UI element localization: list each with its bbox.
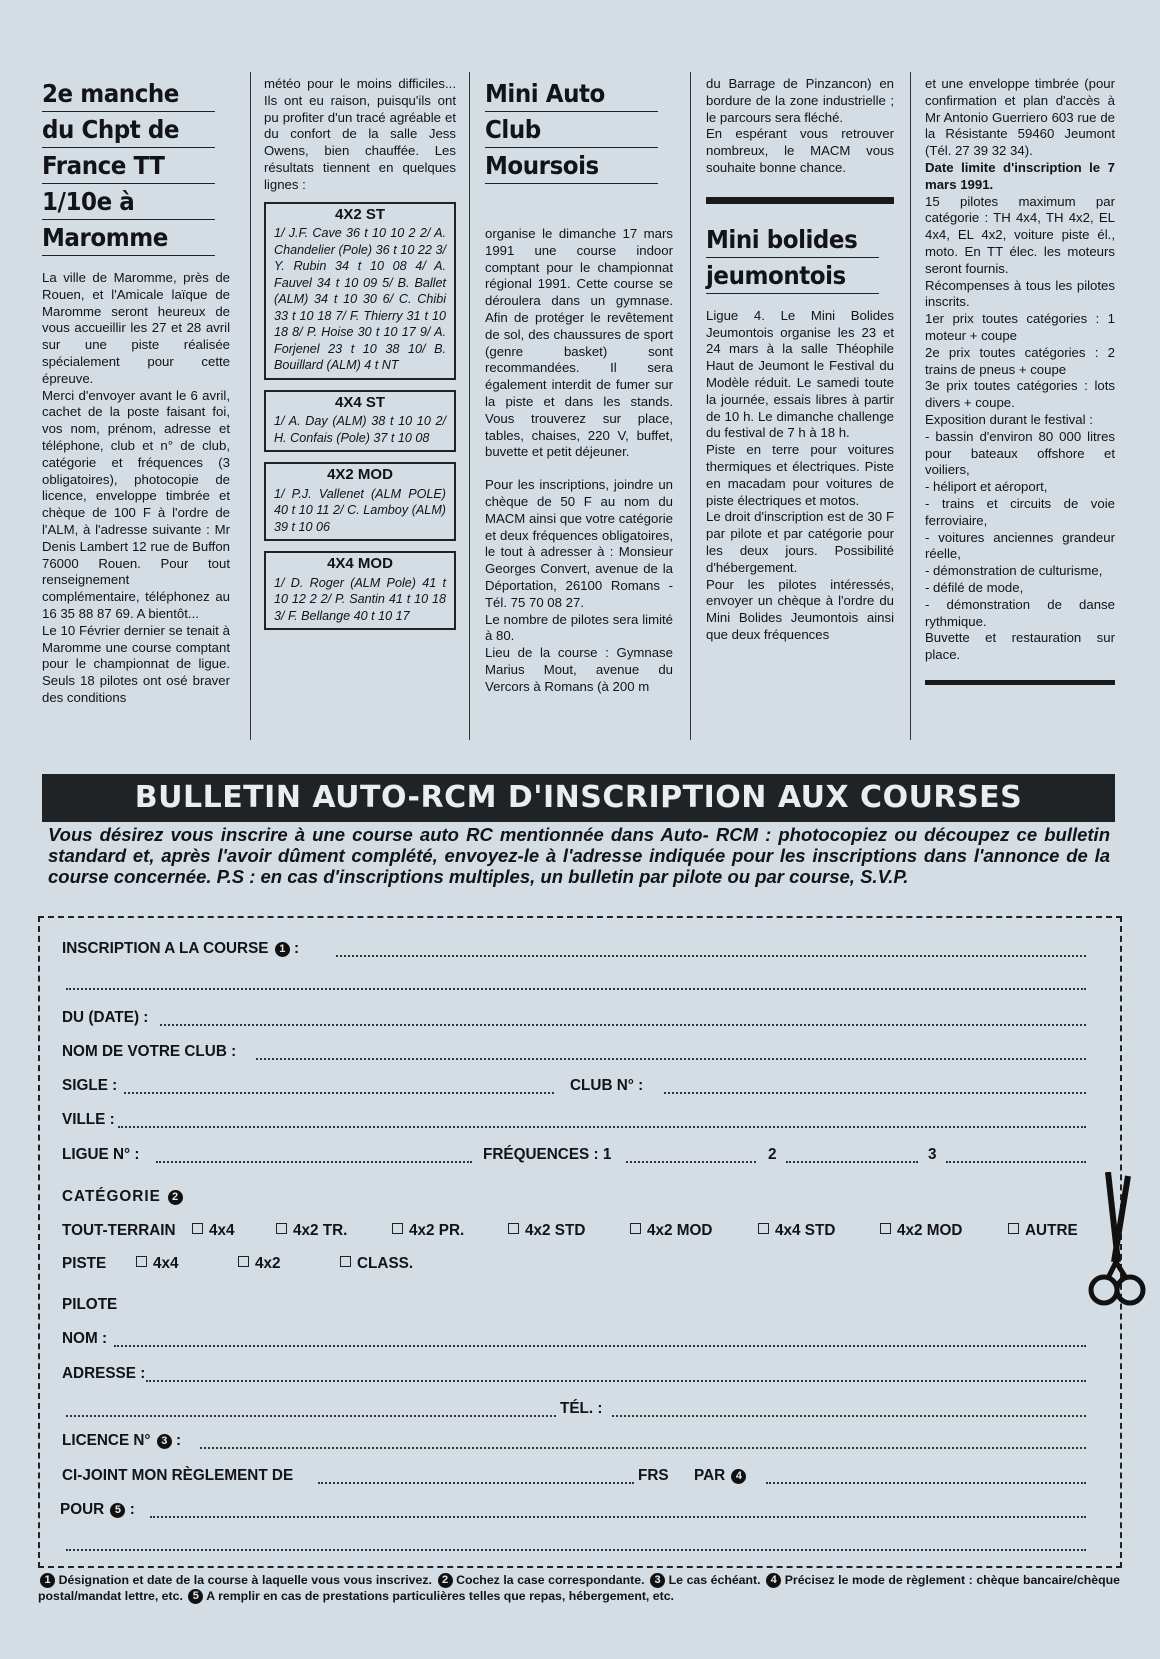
tel-label: TÉL. : <box>560 1400 603 1417</box>
article-paragraph: Pour les inscriptions, joindre un chèque de 50 F au nom du MACM ainsi que votre catégorie et deux fréquences obligatoires, le tout à adresser à : Monsieur Georges Convert, avenue de la Déportation, 26100 Romans - Tél. 75 70 08 27. <box>485 477 673 610</box>
frequence-3-label: 3 <box>928 1146 937 1163</box>
results-text: 1/ A. Day (ALM) 38 t 10 10 2/ H. Confais (Pole) 37 t 10 08 <box>274 414 446 445</box>
checkbox-icon <box>136 1256 147 1267</box>
article-paragraph: et une enveloppe timbrée (pour confirmation et plan d'accès à Mr Antonio Guerriero 603 rue de la Résistante 59460 Jeumont (Tél. 27 39 32 34). <box>925 76 1115 159</box>
checkbox-tt-4x4[interactable]: 4x4 <box>192 1222 235 1240</box>
results-text: 1/ P.J. Vallenet (ALM POLE) 40 t 10 11 2/ C. Lamboy (ALM) 39 t 10 06 <box>274 486 446 534</box>
checkbox-tt-4x2-mod-2[interactable]: 4x2 MOD <box>880 1222 962 1240</box>
article-paragraph: Ligue 4. Le Mini Bolides Jeumontois organise les 23 et 24 mars à la salle Théophile Haut de Jeumont le Festival du Modèle réduit. Le samedi toute la journée, essais libres à partir de 10 h. Le dimanche challenge du festival de 7 h à 18 h. <box>706 307 894 441</box>
article-paragraph: Le droit d'inscription est de 30 F par pilote et par catégorie pour les deux jours. Possibilité d'hébergement. <box>706 509 894 575</box>
checkbox-icon <box>340 1256 351 1267</box>
checkbox-icon <box>1008 1223 1019 1234</box>
article-paragraph: organise le dimanche 17 mars 1991 une course indoor comptant pour le championnat régional 1991. Cette course se déroulera dans un gymnase. Afin de protéger le revêtement de sol, des chaussures de sport (genre basket) sont recommandées. Il sera également interdit de fumer sur la piste et dans les stands. Vous trouverez sur place, tables, chaises, 220 V, buffet, buvette et petit déjeuner. <box>485 226 673 460</box>
categorie-label: CATÉGORIE 2 <box>62 1188 183 1206</box>
article-paragraph: - voitures anciennes grandeur réelle, <box>925 529 1115 562</box>
article-paragraph: 15 pilotes maximum par catégorie : TH 4x4, TH 4x2, EL 4x4, EL 4x2, voiture piste él., moto. En TT élec. les moteurs seront fournis. <box>925 193 1115 276</box>
frequence-2-label: 2 <box>768 1146 777 1163</box>
date-field[interactable] <box>160 1024 1086 1026</box>
article-paragraph: - défilé de mode, <box>925 579 1024 595</box>
date-label: DU (DATE) : <box>62 1009 149 1026</box>
results-column <box>264 76 456 640</box>
checkbox-piste-4x2[interactable]: 4x2 <box>238 1255 281 1273</box>
course-field-line2[interactable] <box>66 988 1086 990</box>
article-maromme <box>42 76 230 707</box>
article-bolides-title: Mini bolides jeumontois <box>706 222 894 294</box>
article-paragraph: - trains et circuits de voie ferroviaire, <box>925 495 1115 528</box>
sigle-field[interactable] <box>124 1092 554 1094</box>
checkbox-piste-4x4[interactable]: 4x4 <box>136 1255 179 1273</box>
ville-label: VILLE : <box>62 1111 115 1128</box>
results-title: 4X4 MOD <box>327 555 393 573</box>
inscription-label: INSCRIPTION A LA COURSE 1 : <box>62 940 300 957</box>
checkbox-tt-4x2-mod[interactable]: 4x2 MOD <box>630 1222 712 1240</box>
article-mini-bolides-cont <box>925 76 1115 685</box>
ligue-field[interactable] <box>156 1161 472 1163</box>
checkbox-icon <box>238 1256 249 1267</box>
note-marker: 3 <box>650 1573 665 1588</box>
article-paragraph: 2e prix toutes catégories : 2 trains de pneus + coupe <box>925 344 1115 377</box>
note-marker: 2 <box>168 1190 183 1205</box>
checkbox-icon <box>276 1223 287 1234</box>
results-text: 1/ J.F. Cave 36 t 10 10 2 2/ A. Chandelier (Pole) 36 t 10 22 3/ Y. Rubin 34 t 10 08 4/ A. Fauvel 34 t 10 09 5/ B. Ballet (ALM) 34 t 10 30 6/ C. Chibi 33 t 10 18 7/ F. Thierry 31 t 10 18 8/ P. Hoise 30 t 10 17 9/ A. Forjenel 23 t 10 38 10/ B. Bouillard (ALM) 4 t NT <box>274 226 446 373</box>
article-paragraph: Piste en terre pour voitures thermiques et électriques. Piste en macadam pour voitures de piste électriques et motos. <box>706 442 894 508</box>
article-paragraph: En espérant vous retrouver nombreux, le MACM vous souhaite bonne chance. <box>706 126 894 175</box>
section-divider <box>925 680 1115 685</box>
nom-label: NOM : <box>62 1330 108 1347</box>
checkbox-tt-4x4-std[interactable]: 4x4 STD <box>758 1222 835 1240</box>
results-title: 4X2 MOD <box>327 466 393 484</box>
checkbox-piste-class[interactable]: CLASS. <box>340 1255 413 1273</box>
pour-field[interactable] <box>150 1516 1086 1518</box>
note-marker: 1 <box>275 942 290 957</box>
sigle-label: SIGLE : <box>62 1077 118 1094</box>
article-paragraph: La ville de Maromme, près de Rouen, et l'Amicale laïque de Maromme seront heureux de vous accueillir les 27 et 28 avril sur une piste réalisée spécialement pour cette épreuve. <box>42 270 230 386</box>
results-title: 4X4 ST <box>334 393 386 411</box>
tout-terrain-label: TOUT-TERRAIN <box>62 1222 176 1239</box>
frequence-3-field[interactable] <box>946 1161 1086 1163</box>
footnotes: 1 Désignation et date de la course à laquelle vous vous inscrivez. 2 Cochez la case correspondante. 3 Le cas échéant. 4 Précisez le mode de règlement : chèque bancaire/chèque postal/mandat lettre, etc. 5 A remplir en cas de prestations particulières telles que repas, hébergement, etc. <box>38 1573 1120 1603</box>
note-marker: 2 <box>438 1573 453 1588</box>
frequences-label: FRÉQUENCES : 1 <box>483 1146 612 1163</box>
results-text: 1/ D. Roger (ALM Pole) 41 t 10 12 2 2/ P. Santin 41 t 10 18 3/ F. Bellange 40 t 10 17 <box>274 575 446 623</box>
checkbox-tt-4x2-std[interactable]: 4x2 STD <box>508 1222 585 1240</box>
article-paragraph: Pour les pilotes intéressés, envoyer un chèque à l'ordre du Mini Bolides Jeumontois ainsi que deux fréquences <box>706 576 894 642</box>
reglement-field[interactable] <box>318 1482 634 1484</box>
adresse-field[interactable] <box>146 1380 1086 1382</box>
frequence-2-field[interactable] <box>786 1161 918 1163</box>
results-box <box>264 462 456 541</box>
club-no-label: CLUB N° : <box>570 1077 644 1094</box>
club-name-label: NOM DE VOTRE CLUB : <box>62 1043 237 1060</box>
checkbox-icon <box>508 1223 519 1234</box>
note-marker: 4 <box>731 1469 746 1484</box>
reglement-label: CI-JOINT MON RÈGLEMENT DE <box>62 1467 294 1484</box>
nom-field[interactable] <box>114 1345 1086 1347</box>
results-title: 4X2 ST <box>334 205 386 223</box>
article-paragraph: Récompenses à tous les pilotes inscrits. <box>925 277 1115 310</box>
par-label: PAR 4 <box>694 1467 746 1485</box>
frs-label: FRS <box>638 1467 669 1484</box>
adresse-field-line2[interactable] <box>66 1415 556 1417</box>
ligue-label: LIGUE N° : <box>62 1146 140 1163</box>
note-marker: 5 <box>110 1503 125 1518</box>
results-box <box>264 390 456 453</box>
article-paragraph: du Barrage de Pinzancon) en bordure de la zone industrielle ; le parcours sera fléché. <box>706 76 894 125</box>
article-paragraph: 1er prix toutes catégories : 1 moteur + coupe <box>925 311 1115 343</box>
article-paragraph: - démonstration de culturisme, <box>925 563 1103 579</box>
article-paragraph: météo pour le moins difficiles... Ils ont eu raison, puisqu'ils ont pu profiter d'un tracé agréable et du confort de la salle Jess Owens, bien chauffée. Les résultats tiennent en quelques lignes : <box>264 76 456 192</box>
checkbox-icon <box>392 1223 403 1234</box>
checkbox-tt-4x2-pr[interactable]: 4x2 PR. <box>392 1222 464 1240</box>
bulletin-banner: BULLETIN AUTO-RCM D'INSCRIPTION AUX COURSES <box>42 774 1115 822</box>
article-paragraph: Lieu de la course : Gymnase Marius Mout, avenue du Vercors à Romans (à 200 m <box>485 645 673 694</box>
licence-field[interactable] <box>200 1447 1086 1449</box>
article-macm-title: Mini Auto Club Moursois <box>485 76 673 184</box>
article-paragraph: - héliport et aéroport, <box>925 479 1048 495</box>
article-paragraph: Le 10 Février dernier se tenait à Maromme une course comptant pour le championnat de ligue. Seuls 18 pilotes ont osé braver des conditions <box>42 622 230 705</box>
article-paragraph: Le nombre de pilotes sera limité à 80. <box>485 611 673 644</box>
pour-label: POUR 5 : <box>60 1501 135 1518</box>
results-box <box>264 202 456 380</box>
article-paragraph: 3e prix toutes catégories : lots divers + coupe. <box>925 378 1115 411</box>
course-field[interactable] <box>336 955 1086 957</box>
note-marker: 1 <box>40 1573 55 1588</box>
article-paragraph: - démonstration de danse rythmique. <box>925 596 1115 629</box>
ville-field[interactable] <box>118 1126 1086 1128</box>
checkbox-icon <box>630 1223 641 1234</box>
checkbox-tt-4x2-tr[interactable]: 4x2 TR. <box>276 1222 347 1240</box>
scissors-icon <box>1086 1172 1146 1322</box>
article-paragraph: Buvette et restauration sur place. <box>925 630 1115 663</box>
piste-label: PISTE <box>62 1255 107 1272</box>
pilote-label: PILOTE <box>62 1296 118 1313</box>
deadline-text: Date limite d'inscription le 7 mars 1991. <box>925 159 1115 192</box>
note-marker: 5 <box>188 1589 203 1604</box>
article-paragraph: Exposition durant le festival : <box>925 411 1093 427</box>
club-no-field[interactable] <box>664 1092 1086 1094</box>
article-mini-auto-club <box>485 76 673 696</box>
article-mini-bolides <box>706 76 894 644</box>
checkbox-icon <box>880 1223 891 1234</box>
bulletin-intro: Vous désirez vous inscrire à une course auto RC mentionnée dans Auto- RCM : photocopiez ou découpez ce bulletin standard et, après l'avoir dûment complété, envoyez-le à l'adresse indiquée pour les inscriptions dans l'annonce de la course concernée. P.S : en cas d'inscriptions multiples, un bulletin par pilote ou par course, S.V.P. <box>48 824 1110 887</box>
checkbox-icon <box>758 1223 769 1234</box>
article-paragraph: Merci d'envoyer avant le 6 avril, cachet de la poste faisant foi, vos nom, prénom, adresse et téléphone, club et n° de club, catégorie et fréquences (3 obligatoires), photocopie de licence, enveloppe timbrée et chèque de 100 F à l'ordre de l'ALM, à l'adresse suivante : Mr Denis Lambert 12 rue de Buffon 76000 Rouen. Pour tout renseignement complémentaire, téléphonez au 16 35 88 87 69. A bientôt... <box>42 387 230 621</box>
licence-label: LICENCE N° 3 : <box>62 1432 182 1449</box>
section-divider <box>706 197 894 204</box>
pour-field-line2[interactable] <box>66 1549 1086 1551</box>
results-box <box>264 551 456 630</box>
checkbox-icon <box>192 1223 203 1234</box>
article-maromme-title: 2e manche du Chpt de France TT 1/10e à Maromme <box>42 76 230 256</box>
adresse-label: ADRESSE : <box>62 1365 146 1382</box>
tel-field[interactable] <box>612 1415 1086 1417</box>
club-name-field[interactable] <box>256 1058 1086 1060</box>
frequence-1-field[interactable] <box>626 1161 756 1163</box>
note-marker: 4 <box>766 1573 781 1588</box>
par-field[interactable] <box>766 1482 1086 1484</box>
article-paragraph: - bassin d'environ 80 000 litres pour bateaux offshore et voiliers, <box>925 428 1115 478</box>
checkbox-tt-autre[interactable]: AUTRE <box>1008 1222 1078 1240</box>
note-marker: 3 <box>157 1434 172 1449</box>
